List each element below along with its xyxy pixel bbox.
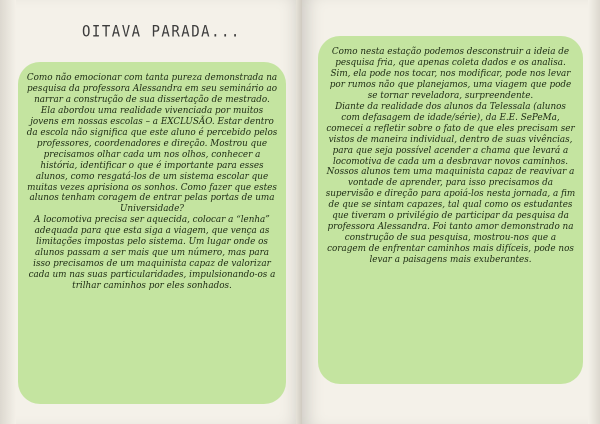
left-paragraph-2: A locomotiva precisa ser aquecida, colocar a “lenha” adequada para que esta siga a viagem, que vença as limitações impostas pelo sistema. Um lugar onde os alunos passam a ser mais que um número, mas para isso precisamos de um maquinista capaz de valorizar cada um nas suas particularidades, impulsionando-os a trilhar caminhos por eles sonhados. [28, 215, 276, 292]
right-paragraph-1: Como nesta estação podemos desconstruir a ideia de pesquisa fria, que apenas coleta dados e os analisa. Sim, ela pode nos tocar, nos modificar, pode nos levar por rumos não que planejamos, uma viagem que pode se tornar reveladora, surpreendente. [329, 47, 572, 101]
right-paragraph-2: Diante da realidade dos alunos da Telessala (alunos com defasagem de idade/série), da E.E. SePeMa, comecei a refletir sobre o fato de que eles precisam ser vistos de maneira individual, dentro de suas vivências, para que seja possível acender a chama que levará a locomotiva de cada um a desbravar novos caminhos. Nossos alunos tem uma maquinista capaz de reavivar a vontade de aprender, para isso precisamos da supervisão e direção para apoiá-los nesta jornada, a fim de que se sintam capazes, tal qual como os estudantes que tiveram o privilégio de participar da pesquisa da professora Alessandra. Foi tanto amor demonstrado na construção de sua pesquisa, mostrou-nos que a coragem de enfrentar caminhos mais difíceis, pode nos levar a paisagens mais exuberantes. [325, 101, 576, 266]
left-paragraph-1: Como não emocionar com tanta pureza demonstrada na pesquisa da professora Alessandra em seu seminário ao narrar a construção de sua dissertação de mestrado. Ela abordou uma realidade vivenciada por muitos jovens em nossas escolas – a EXCLUSÃO. Estar dentro da escola não significa que este aluno é percebido pelos professores, coordenadores e direção. Mostrou que precisamos olhar cada um nos olhos, conhecer a história, identificar o que é importante para esses alunos, como resgatá-los de um sistema escolar que muitas vezes aprisiona os sonhos. Como fazer que estes alunos tenham coragem de entrar pelas portas de uma Universidade? [26, 73, 278, 215]
page-title: OITAVA PARADA... [82, 22, 241, 42]
right-text-card [318, 36, 583, 384]
left-text-card [18, 62, 286, 404]
